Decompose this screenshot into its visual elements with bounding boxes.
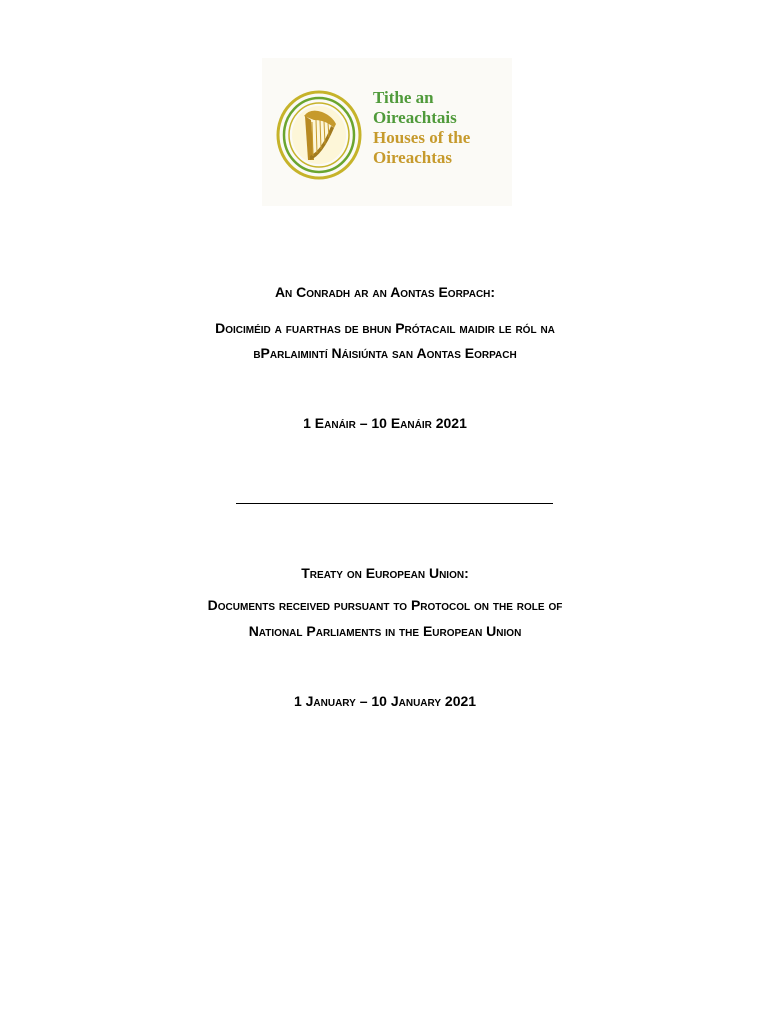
english-subtitle-line-1: Documents received pursuant to Protocol on the role of	[207, 597, 563, 613]
logo-line-english-2: Oireachtas	[373, 148, 453, 167]
logo-line-english-1: Houses of the	[373, 128, 471, 147]
logo-line-irish-1: Tithe an	[373, 88, 434, 107]
logo-line-irish-2: Oireachtais	[373, 108, 457, 127]
english-date-range: 1 January – 10 January 2021	[293, 693, 477, 709]
english-heading: Treaty on European Union:	[301, 565, 469, 581]
irish-heading: An Conradh ar an Aontas Eorpach:	[274, 284, 496, 300]
irish-subtitle-line-1: Doiciméid a fuarthas de bhun Prótacail maidir le ról na	[215, 320, 555, 336]
english-subtitle-line-2: National Parliaments in the European Union	[248, 623, 522, 639]
irish-date-range: 1 Eanáir – 10 Eanáir 2021	[303, 415, 467, 431]
logo-wordmark	[373, 88, 470, 168]
oireachtas-logo	[262, 58, 512, 206]
section-divider	[236, 503, 553, 504]
harp-icon	[274, 90, 366, 180]
irish-subtitle-line-2: bParlaimintí Náisiúnta san Aontas Eorpach	[253, 345, 517, 361]
